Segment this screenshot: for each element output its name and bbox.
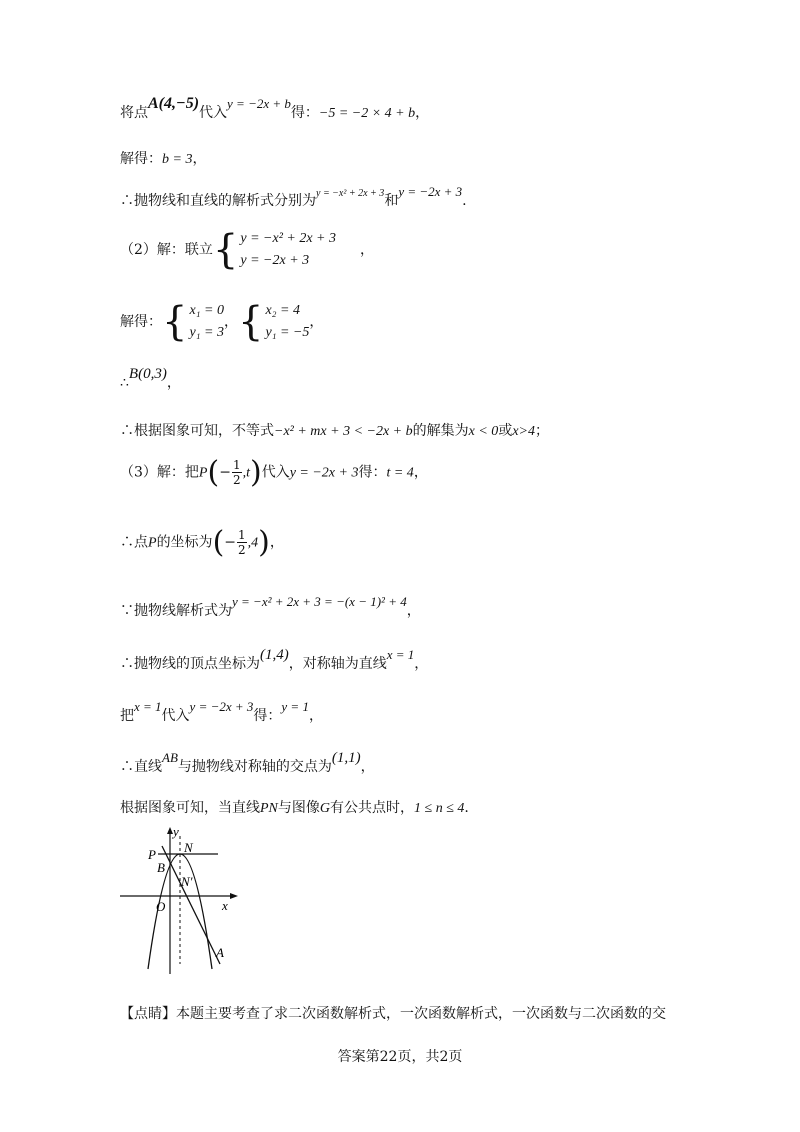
label-p: P bbox=[148, 847, 156, 862]
line-2: 解得：b = 3， bbox=[120, 151, 207, 167]
line-6: ∴B(0,3)， bbox=[120, 366, 181, 391]
label-o: O bbox=[156, 899, 166, 914]
fraction: $\frac{1}{2}$ bbox=[238, 528, 246, 557]
line-ab bbox=[162, 846, 220, 964]
point-a: A(4,−5) bbox=[148, 95, 200, 112]
line-3: ∴抛物线和直线的解析式分别为$^{y = -x^2 + 2x + 3}$和y = −2x + 3. bbox=[120, 184, 467, 209]
line-4: （2）解：联立{ y = −x² + 2x + 3 y = −2x + 3， bbox=[120, 227, 375, 273]
line-1: 将点A(4,−5)代入y = −2x + b得：−5 = −2 × 4 + b， bbox=[120, 95, 430, 121]
line-9: ∴点P的坐标为(− $\frac{1}{2}$ ,4)， bbox=[120, 525, 284, 560]
line-15: 【点睛】本题主要考查了求二次函数解析式，一次函数解析式，一次函数与二次函数的交 bbox=[120, 1006, 666, 1022]
line-10: ∵抛物线解析式为y = −x² + 2x + 3 = −(x − 1)² + 4， bbox=[120, 594, 421, 619]
page-footer: 答案第22页，共2页 bbox=[337, 1049, 463, 1065]
line-12: 把x = 1代入y = −2x + 3得：y = 1， bbox=[120, 699, 323, 724]
label-n-prime: N′ bbox=[181, 874, 193, 889]
label-n: N bbox=[184, 840, 193, 855]
line-14: 根据图象可知，当直线PN与图像G有公共点时，1 ≤ n ≤ 4. bbox=[120, 800, 469, 816]
function-graph bbox=[118, 824, 248, 979]
x-axis-arrow bbox=[230, 893, 238, 899]
line-8: （3）解：把P(− $\frac{1}{2}$ ,t)代入y = −2x + 3得：t = 4， bbox=[120, 455, 428, 490]
label-x: x bbox=[222, 898, 228, 913]
fraction: $\frac{1}{2}$ bbox=[232, 458, 241, 487]
line-13: ∴直线AB与抛物线对称轴的交点为(1,1)， bbox=[120, 750, 375, 775]
label-y: y bbox=[173, 824, 179, 839]
label-a: A bbox=[216, 945, 224, 960]
label-b: B bbox=[157, 860, 165, 875]
line-11: ∴抛物线的顶点坐标为(1,4)，对称轴为直线x = 1， bbox=[120, 647, 429, 672]
line-5: 解得：{ x₁ = 0 y₁ = 3，{ x₂ = 4 y₁ = −5， bbox=[120, 299, 324, 345]
line-7: ∴根据图象可知，不等式−x² + mx + 3 < −2x + b的解集为x < 0或x>4； bbox=[120, 423, 549, 439]
